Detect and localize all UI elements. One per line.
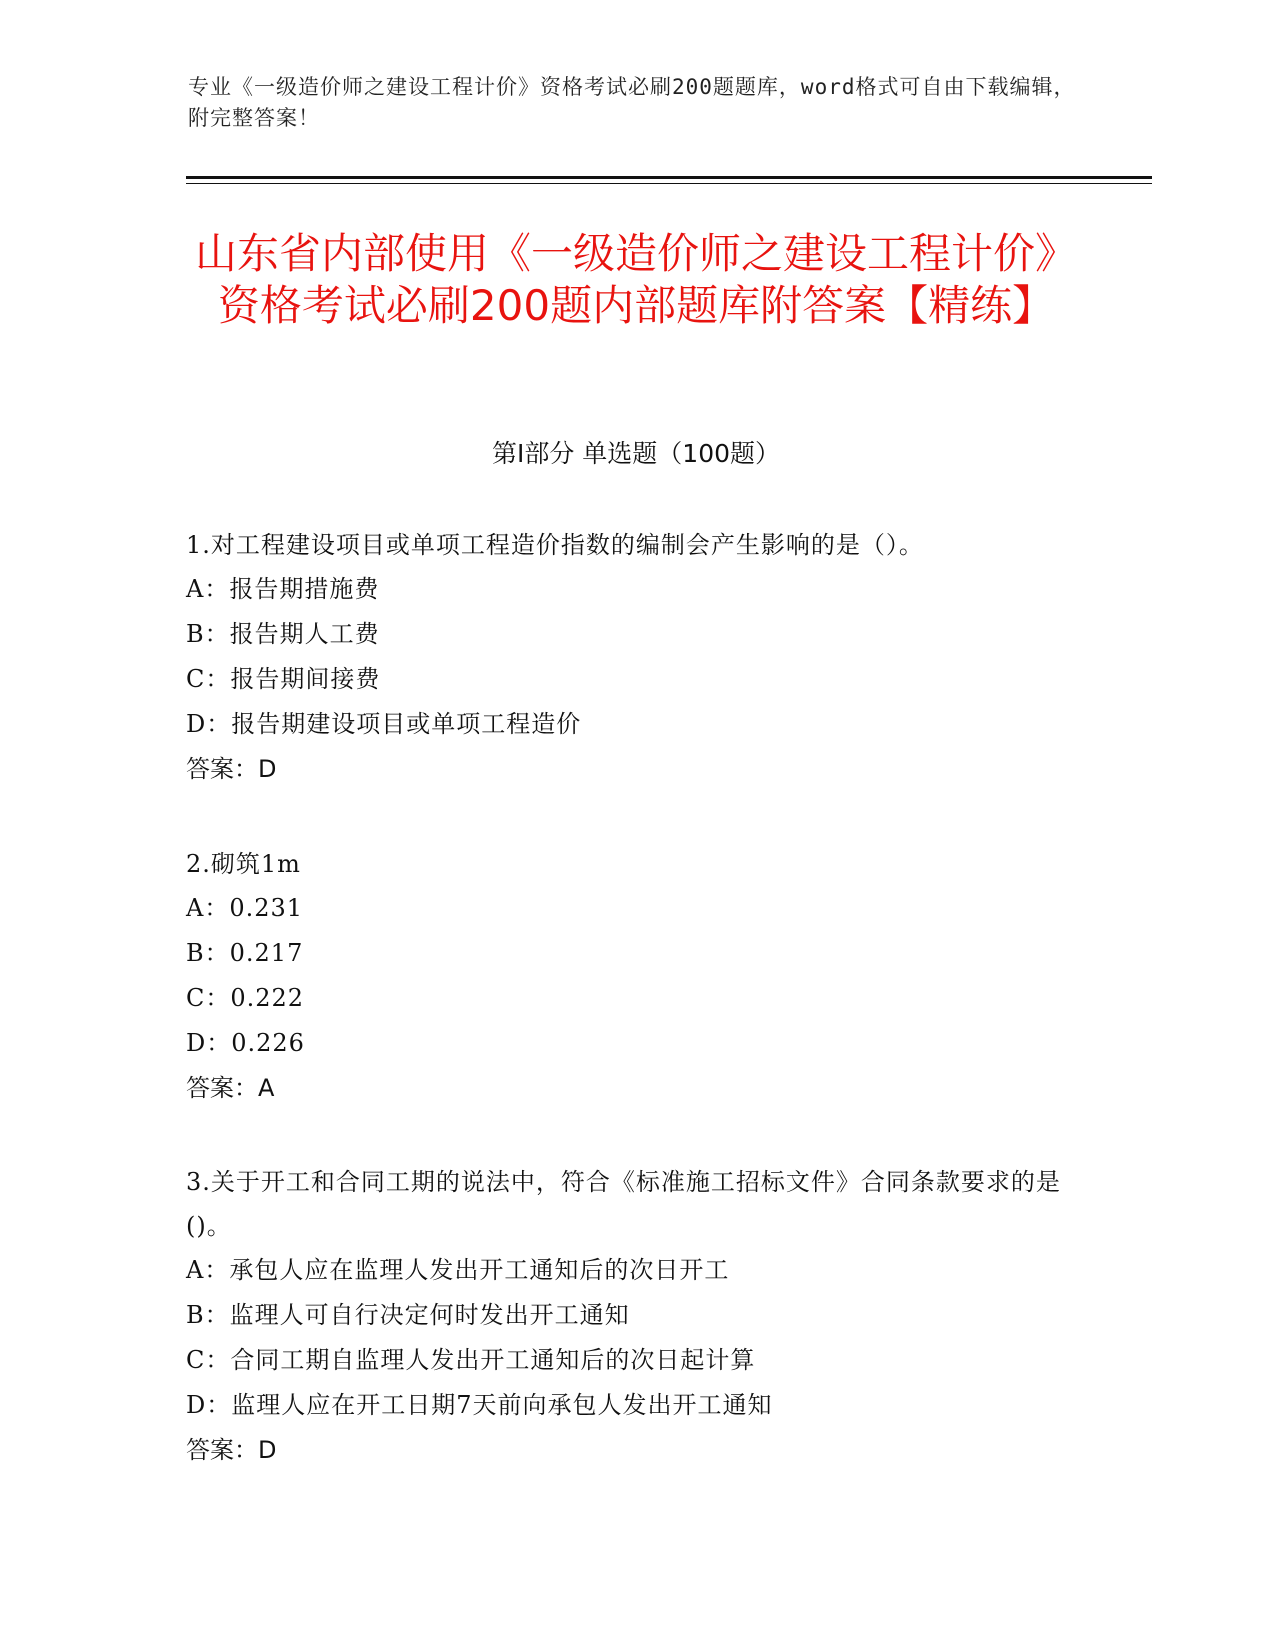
- question-stem: 2.砌筑1m: [186, 850, 301, 878]
- question-3: [186, 1160, 1086, 1473]
- header-divider-thick: [186, 176, 1152, 179]
- question-2: [186, 842, 1086, 1111]
- option-a: A：承包人应在监理人发出开工通知后的次日开工: [186, 1256, 730, 1284]
- question-1: [186, 523, 1086, 792]
- question-stem: 1.对工程建设项目或单项工程造价指数的编制会产生影响的是（）。: [186, 531, 924, 559]
- section-title: 第Ⅰ部分 单选题（100题）: [491, 439, 781, 468]
- question-stem: 3.关于开工和合同工期的说法中，符合《标准施工招标文件》合同条款要求的是()。: [186, 1168, 1061, 1240]
- header-divider-thin: [186, 183, 1152, 184]
- option-d: D：监理人应在开工日期7天前向承包人发出开工通知: [186, 1391, 773, 1419]
- answer-line: 答案：D: [186, 1436, 277, 1464]
- option-c: C：合同工期自监理人发出开工通知后的次日起计算: [186, 1346, 756, 1374]
- header-note: 专业《一级造价师之建设工程计价》资格考试必刷200题题库，word格式可自由下载编辑，附完整答案！: [188, 75, 1076, 130]
- answer-line: 答案：D: [186, 755, 277, 783]
- option-a: A：0.231: [186, 894, 304, 922]
- option-c: C：0.222: [186, 984, 305, 1012]
- option-c: C：报告期间接费: [186, 665, 381, 693]
- option-d: D：0.226: [186, 1029, 305, 1057]
- option-b: B：报告期人工费: [186, 620, 380, 648]
- option-d: D：报告期建设项目或单项工程造价: [186, 710, 582, 738]
- answer-line: 答案：A: [186, 1074, 275, 1102]
- option-b: B：0.217: [186, 939, 304, 967]
- option-b: B：监理人可自行决定何时发出开工通知: [186, 1301, 630, 1329]
- option-a: A：报告期措施费: [186, 575, 380, 603]
- document-title: 山东省内部使用《一级造价师之建设工程计价》资格考试必刷200题内部题库附答案【精练】: [194, 229, 1077, 330]
